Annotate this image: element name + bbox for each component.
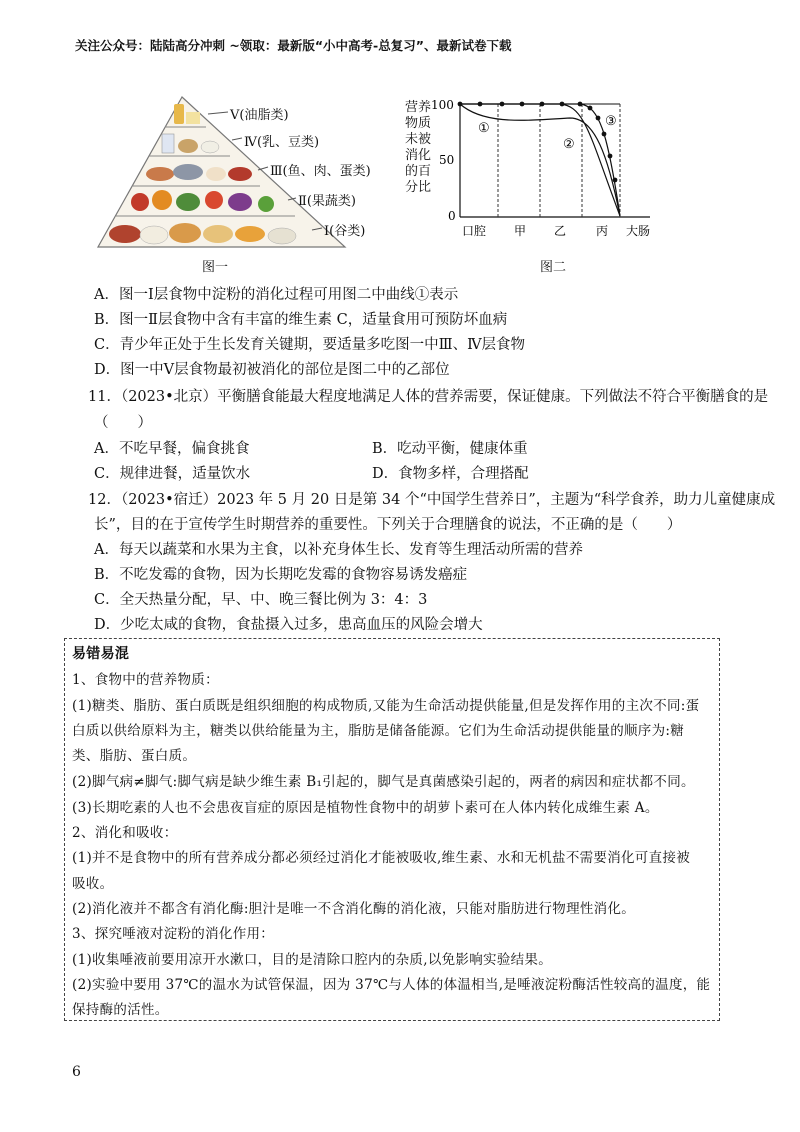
pyramid-level-3-label: Ⅲ(鱼、肉、蛋类) <box>270 164 371 179</box>
tips-line: 2、消化和吸收： <box>72 825 178 841</box>
ylabel-line: 物质 <box>405 116 432 131</box>
q12-option-a: A．每天以蔬菜和水果为主食，以补充身体生长、发育等生理活动所需的营养 <box>94 542 583 558</box>
q11-option-a: A．不吃早餐，偏食挑食 <box>94 441 250 457</box>
tips-line: (2)实验中要用 37℃的温水为试管保温，因为 37℃与人体的体温相当,是唾液淀粉酶活性较高的温度，能 <box>72 977 711 993</box>
xtick-yi: 乙 <box>554 224 567 238</box>
q12-option-d: D．少吃太咸的食物，食盐摄入过多，患高血压的风险会增大 <box>94 617 483 633</box>
q12-option-b: B．不吃发霉的食物，因为长期吃发霉的食物容易诱发癌症 <box>94 567 468 583</box>
q10-option-c: C．青少年正处于生长发育关键期，要适量多吃图一中Ⅲ、Ⅳ层食物 <box>94 337 526 353</box>
ytick-100: 100 <box>431 98 454 112</box>
pyramid-level-2-label: Ⅱ(果蔬类) <box>298 194 356 209</box>
tips-line: (1)并不是食物中的所有营养成分都必须经过消化才能被吸收,维生素、水和无机盐不需要消化可直接被 <box>72 850 691 866</box>
curve-1-label: ① <box>478 121 490 136</box>
q10-option-b: B．图一Ⅱ层食物中含有丰富的维生素 C，适量食用可预防坏血病 <box>94 312 508 328</box>
q12-stem-line2: 长”，目的在于宣传学生时期营养的重要性。下列关于合理膳食的说法，不正确的是（ ） <box>94 517 682 533</box>
tips-line: (3)长期吃素的人也不会患夜盲症的原因是植物性食物中的胡萝卜素可在人体内转化成维生素 A。 <box>72 800 659 816</box>
figure2-caption: 图二 <box>540 260 567 275</box>
ylabel-line: 分比 <box>405 180 432 195</box>
curve-2-label: ② <box>563 137 575 152</box>
ylabel-line: 营养 <box>405 100 432 115</box>
q11-stem-line2: （ ） <box>94 415 152 431</box>
xtick-bing: 丙 <box>596 224 609 238</box>
pyramid-level-5-label: Ⅴ(油脂类) <box>230 108 289 123</box>
digestion-curve-chart <box>430 96 670 241</box>
tips-line: (1)收集唾液前要用凉开水漱口，目的是清除口腔内的杂质,以免影响实验结果。 <box>72 952 553 968</box>
page-header: 关注公众号：陆陆高分冲刺 ~领取：最新版“小中高考-总复习”、最新试卷下载 <box>75 38 512 53</box>
xtick-large-intestine: 大肠 <box>626 224 651 238</box>
figure1-caption: 图一 <box>202 260 229 275</box>
q12-option-c: C．全天热量分配，早、中、晚三餐比例为 3：4：3 <box>94 592 428 608</box>
tips-line: (2)脚气病≠脚气:脚气病是缺少维生素 B₁引起的，脚气是真菌感染引起的，两者的病因和症状都不同。 <box>72 774 695 790</box>
ytick-0: 0 <box>448 209 456 223</box>
xtick-jia: 甲 <box>514 224 527 238</box>
tips-line: 白质以供给原料为主，糖类以供给能量为主，脂肪是储备能源。它们为生命活动提供能量的顺序为:糖 <box>72 723 685 739</box>
tips-line: (1)糖类、脂肪、蛋白质既是组织细胞的构成物质,又能为生命活动提供能量,但是发挥作用的主次不同:蛋 <box>72 698 700 714</box>
q11-option-b: B．吃动平衡，健康体重 <box>372 441 528 457</box>
q12-stem-line1: 12．（2023•宿迁）2023 年 5 月 20 日是第 34 个“中国学生营养日”，主题为“科学食养，助力儿童健康成 <box>88 492 776 508</box>
pyramid-level-4-label: Ⅳ(乳、豆类) <box>244 135 320 150</box>
q11-option-c: C．规律进餐，适量饮水 <box>94 466 251 482</box>
q11-stem-line1: 11．（2023•北京）平衡膳食能最大程度地满足人体的营养需要，保证健康。下列做法不符合平衡膳食的是 <box>88 389 769 405</box>
q11-option-d: D．食物多样，合理搭配 <box>372 466 529 482</box>
ylabel-line: 消化 <box>405 148 432 163</box>
tips-box-title: 易错易混 <box>72 646 130 662</box>
ytick-50: 50 <box>439 153 455 167</box>
q10-option-a: A．图一Ⅰ层食物中淀粉的消化过程可用图二中曲线①表示 <box>94 287 459 303</box>
pyramid-level-1-label: Ⅰ(谷类) <box>324 224 366 239</box>
ylabel-line: 未被 <box>405 132 432 147</box>
xtick-mouth: 口腔 <box>462 224 487 238</box>
ylabel-line: 的百 <box>405 164 432 179</box>
tips-line: 类、脂肪、蛋白质。 <box>72 748 197 764</box>
tips-line: 保持酶的活性。 <box>72 1002 169 1018</box>
tips-line: (2)消化液并不都含有消化酶:胆汁是唯一不含消化酶的消化液，只能对脂肪进行物理性消化。 <box>72 901 636 917</box>
tips-line: 3、探究唾液对淀粉的消化作用： <box>72 926 275 942</box>
tips-line: 1、食物中的营养物质： <box>72 672 219 688</box>
curve-3-label: ③ <box>605 114 617 129</box>
q10-option-d: D．图一中Ⅴ层食物最初被消化的部位是图二中的乙部位 <box>94 362 450 378</box>
page-number: 6 <box>72 1064 81 1080</box>
tips-line: 吸收。 <box>72 876 114 892</box>
